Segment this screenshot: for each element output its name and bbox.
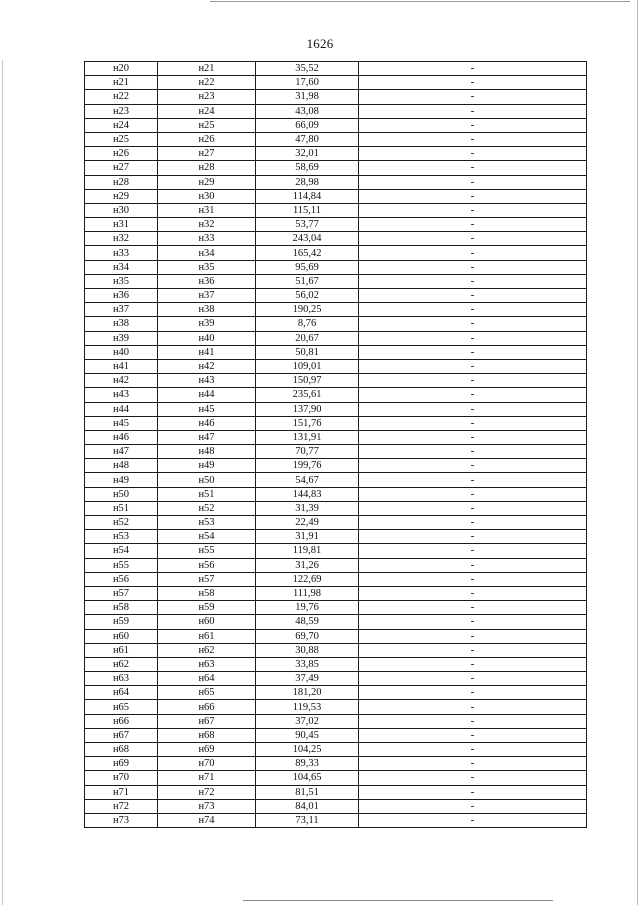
note-cell: - [359, 586, 587, 600]
table-row [85, 416, 587, 430]
table-row [85, 331, 587, 345]
from-point-cell: н56 [85, 572, 158, 586]
to-point-cell: н37 [158, 289, 256, 303]
scan-edge-left [2, 60, 3, 905]
to-point-cell: н49 [158, 459, 256, 473]
boundary-points-table [84, 61, 587, 828]
distance-cell: 43,08 [256, 104, 359, 118]
note-cell: - [359, 374, 587, 388]
to-point-cell: н27 [158, 147, 256, 161]
from-point-cell: н68 [85, 743, 158, 757]
to-point-cell: н23 [158, 90, 256, 104]
to-point-cell: н46 [158, 416, 256, 430]
to-point-cell: н65 [158, 686, 256, 700]
distance-cell: 56,02 [256, 289, 359, 303]
note-cell: - [359, 601, 587, 615]
to-point-cell: н61 [158, 629, 256, 643]
note-cell: - [359, 799, 587, 813]
to-point-cell: н24 [158, 104, 256, 118]
distance-cell: 20,67 [256, 331, 359, 345]
table-row [85, 743, 587, 757]
to-point-cell: н63 [158, 657, 256, 671]
distance-cell: 31,26 [256, 558, 359, 572]
to-point-cell: н74 [158, 813, 256, 827]
distance-cell: 81,51 [256, 785, 359, 799]
table-row [85, 132, 587, 146]
table-row [85, 657, 587, 671]
note-cell: - [359, 90, 587, 104]
table-row [85, 558, 587, 572]
note-cell: - [359, 771, 587, 785]
note-cell: - [359, 274, 587, 288]
distance-cell: 144,83 [256, 487, 359, 501]
to-point-cell: н48 [158, 445, 256, 459]
to-point-cell: н31 [158, 203, 256, 217]
distance-cell: 47,80 [256, 132, 359, 146]
distance-cell: 69,70 [256, 629, 359, 643]
distance-cell: 17,60 [256, 76, 359, 90]
note-cell: - [359, 530, 587, 544]
note-cell: - [359, 714, 587, 728]
distance-cell: 37,02 [256, 714, 359, 728]
from-point-cell: н60 [85, 629, 158, 643]
table-row [85, 629, 587, 643]
from-point-cell: н51 [85, 501, 158, 515]
distance-cell: 32,01 [256, 147, 359, 161]
note-cell: - [359, 189, 587, 203]
to-point-cell: н25 [158, 118, 256, 132]
distance-cell: 111,98 [256, 586, 359, 600]
from-point-cell: н42 [85, 374, 158, 388]
to-point-cell: н28 [158, 161, 256, 175]
to-point-cell: н42 [158, 359, 256, 373]
note-cell: - [359, 629, 587, 643]
table-row [85, 203, 587, 217]
note-cell: - [359, 430, 587, 444]
to-point-cell: н26 [158, 132, 256, 146]
from-point-cell: н30 [85, 203, 158, 217]
distance-cell: 70,77 [256, 445, 359, 459]
to-point-cell: н57 [158, 572, 256, 586]
to-point-cell: н38 [158, 303, 256, 317]
table-row [85, 246, 587, 260]
from-point-cell: н29 [85, 189, 158, 203]
distance-cell: 66,09 [256, 118, 359, 132]
distance-cell: 33,85 [256, 657, 359, 671]
note-cell: - [359, 615, 587, 629]
to-point-cell: н54 [158, 530, 256, 544]
note-cell: - [359, 246, 587, 260]
from-point-cell: н23 [85, 104, 158, 118]
distance-cell: 235,61 [256, 388, 359, 402]
from-point-cell: н73 [85, 813, 158, 827]
note-cell: - [359, 743, 587, 757]
from-point-cell: н52 [85, 516, 158, 530]
to-point-cell: н67 [158, 714, 256, 728]
note-cell: - [359, 345, 587, 359]
note-cell: - [359, 572, 587, 586]
distance-cell: 51,67 [256, 274, 359, 288]
table-row [85, 813, 587, 827]
note-cell: - [359, 76, 587, 90]
table-row [85, 459, 587, 473]
to-point-cell: н30 [158, 189, 256, 203]
to-point-cell: н29 [158, 175, 256, 189]
table-row [85, 374, 587, 388]
distance-cell: 165,42 [256, 246, 359, 260]
table-row [85, 643, 587, 657]
to-point-cell: н55 [158, 544, 256, 558]
note-cell: - [359, 544, 587, 558]
to-point-cell: н73 [158, 799, 256, 813]
from-point-cell: н70 [85, 771, 158, 785]
distance-cell: 54,67 [256, 473, 359, 487]
distance-cell: 35,52 [256, 62, 359, 76]
note-cell: - [359, 757, 587, 771]
from-point-cell: н64 [85, 686, 158, 700]
table-row [85, 161, 587, 175]
note-cell: - [359, 501, 587, 515]
from-point-cell: н62 [85, 657, 158, 671]
to-point-cell: н51 [158, 487, 256, 501]
from-point-cell: н67 [85, 728, 158, 742]
distance-cell: 37,49 [256, 672, 359, 686]
table-row [85, 260, 587, 274]
to-point-cell: н56 [158, 558, 256, 572]
note-cell: - [359, 657, 587, 671]
table-row [85, 601, 587, 615]
note-cell: - [359, 487, 587, 501]
table-row [85, 90, 587, 104]
distance-cell: 48,59 [256, 615, 359, 629]
note-cell: - [359, 147, 587, 161]
to-point-cell: н71 [158, 771, 256, 785]
to-point-cell: н69 [158, 743, 256, 757]
from-point-cell: н50 [85, 487, 158, 501]
from-point-cell: н58 [85, 601, 158, 615]
to-point-cell: н45 [158, 402, 256, 416]
to-point-cell: н32 [158, 218, 256, 232]
note-cell: - [359, 303, 587, 317]
note-cell: - [359, 785, 587, 799]
distance-cell: 119,81 [256, 544, 359, 558]
from-point-cell: н40 [85, 345, 158, 359]
distance-cell: 50,81 [256, 345, 359, 359]
from-point-cell: н61 [85, 643, 158, 657]
distance-cell: 131,91 [256, 430, 359, 444]
table-row [85, 218, 587, 232]
table-row [85, 516, 587, 530]
from-point-cell: н71 [85, 785, 158, 799]
from-point-cell: н26 [85, 147, 158, 161]
note-cell: - [359, 643, 587, 657]
note-cell: - [359, 686, 587, 700]
to-point-cell: н68 [158, 728, 256, 742]
note-cell: - [359, 218, 587, 232]
table-row [85, 572, 587, 586]
note-cell: - [359, 175, 587, 189]
note-cell: - [359, 104, 587, 118]
from-point-cell: н46 [85, 430, 158, 444]
note-cell: - [359, 62, 587, 76]
distance-cell: 104,25 [256, 743, 359, 757]
from-point-cell: н21 [85, 76, 158, 90]
to-point-cell: н44 [158, 388, 256, 402]
to-point-cell: н21 [158, 62, 256, 76]
from-point-cell: н53 [85, 530, 158, 544]
note-cell: - [359, 203, 587, 217]
distance-cell: 190,25 [256, 303, 359, 317]
distance-cell: 90,45 [256, 728, 359, 742]
table-row [85, 76, 587, 90]
to-point-cell: н58 [158, 586, 256, 600]
note-cell: - [359, 331, 587, 345]
distance-cell: 122,69 [256, 572, 359, 586]
scan-edge-right [637, 0, 638, 905]
distance-cell: 181,20 [256, 686, 359, 700]
from-point-cell: н49 [85, 473, 158, 487]
note-cell: - [359, 260, 587, 274]
scan-edge-bottom [243, 900, 553, 901]
note-cell: - [359, 700, 587, 714]
to-point-cell: н53 [158, 516, 256, 530]
note-cell: - [359, 388, 587, 402]
table-row [85, 274, 587, 288]
table-row [85, 345, 587, 359]
table-row [85, 771, 587, 785]
to-point-cell: н70 [158, 757, 256, 771]
table-row [85, 388, 587, 402]
from-point-cell: н36 [85, 289, 158, 303]
from-point-cell: н65 [85, 700, 158, 714]
table-row [85, 118, 587, 132]
table-row [85, 501, 587, 515]
distance-cell: 22,49 [256, 516, 359, 530]
distance-cell: 199,76 [256, 459, 359, 473]
from-point-cell: н41 [85, 359, 158, 373]
from-point-cell: н20 [85, 62, 158, 76]
to-point-cell: н47 [158, 430, 256, 444]
distance-cell: 31,91 [256, 530, 359, 544]
from-point-cell: н48 [85, 459, 158, 473]
to-point-cell: н34 [158, 246, 256, 260]
distance-cell: 150,97 [256, 374, 359, 388]
from-point-cell: н25 [85, 132, 158, 146]
table-row [85, 757, 587, 771]
table-row [85, 473, 587, 487]
table-row [85, 147, 587, 161]
from-point-cell: н72 [85, 799, 158, 813]
distance-cell: 58,69 [256, 161, 359, 175]
note-cell: - [359, 473, 587, 487]
table-row [85, 686, 587, 700]
distance-cell: 137,90 [256, 402, 359, 416]
distance-cell: 28,98 [256, 175, 359, 189]
table-row [85, 62, 587, 76]
from-point-cell: н44 [85, 402, 158, 416]
note-cell: - [359, 459, 587, 473]
from-point-cell: н31 [85, 218, 158, 232]
table-row [85, 728, 587, 742]
note-cell: - [359, 161, 587, 175]
distance-cell: 151,76 [256, 416, 359, 430]
table-row [85, 402, 587, 416]
table-row [85, 175, 587, 189]
table-row [85, 785, 587, 799]
distance-cell: 30,88 [256, 643, 359, 657]
table-row [85, 700, 587, 714]
to-point-cell: н22 [158, 76, 256, 90]
from-point-cell: н39 [85, 331, 158, 345]
from-point-cell: н33 [85, 246, 158, 260]
distance-cell: 104,65 [256, 771, 359, 785]
note-cell: - [359, 728, 587, 742]
table-row [85, 714, 587, 728]
from-point-cell: н28 [85, 175, 158, 189]
distance-cell: 115,11 [256, 203, 359, 217]
table-body [85, 62, 587, 828]
to-point-cell: н66 [158, 700, 256, 714]
to-point-cell: н60 [158, 615, 256, 629]
distance-cell: 89,33 [256, 757, 359, 771]
to-point-cell: н50 [158, 473, 256, 487]
distance-cell: 19,76 [256, 601, 359, 615]
note-cell: - [359, 359, 587, 373]
to-point-cell: н41 [158, 345, 256, 359]
table-row [85, 487, 587, 501]
note-cell: - [359, 672, 587, 686]
to-point-cell: н33 [158, 232, 256, 246]
to-point-cell: н59 [158, 601, 256, 615]
to-point-cell: н43 [158, 374, 256, 388]
from-point-cell: н57 [85, 586, 158, 600]
note-cell: - [359, 402, 587, 416]
note-cell: - [359, 132, 587, 146]
to-point-cell: н40 [158, 331, 256, 345]
from-point-cell: н27 [85, 161, 158, 175]
table-row [85, 530, 587, 544]
from-point-cell: н66 [85, 714, 158, 728]
table-row [85, 799, 587, 813]
table-row [85, 430, 587, 444]
to-point-cell: н39 [158, 317, 256, 331]
note-cell: - [359, 317, 587, 331]
note-cell: - [359, 232, 587, 246]
from-point-cell: н37 [85, 303, 158, 317]
from-point-cell: н24 [85, 118, 158, 132]
from-point-cell: н35 [85, 274, 158, 288]
note-cell: - [359, 289, 587, 303]
distance-cell: 31,98 [256, 90, 359, 104]
note-cell: - [359, 118, 587, 132]
table-row [85, 445, 587, 459]
note-cell: - [359, 516, 587, 530]
from-point-cell: н34 [85, 260, 158, 274]
distance-cell: 31,39 [256, 501, 359, 515]
distance-cell: 109,01 [256, 359, 359, 373]
distance-cell: 114,84 [256, 189, 359, 203]
table-row [85, 317, 587, 331]
table-row [85, 289, 587, 303]
table-row [85, 586, 587, 600]
note-cell: - [359, 813, 587, 827]
distance-cell: 95,69 [256, 260, 359, 274]
from-point-cell: н32 [85, 232, 158, 246]
from-point-cell: н55 [85, 558, 158, 572]
table-row [85, 303, 587, 317]
to-point-cell: н35 [158, 260, 256, 274]
note-cell: - [359, 445, 587, 459]
table-row [85, 104, 587, 118]
from-point-cell: н54 [85, 544, 158, 558]
distance-cell: 73,11 [256, 813, 359, 827]
note-cell: - [359, 558, 587, 572]
distance-cell: 84,01 [256, 799, 359, 813]
distance-cell: 8,76 [256, 317, 359, 331]
from-point-cell: н45 [85, 416, 158, 430]
from-point-cell: н63 [85, 672, 158, 686]
from-point-cell: н47 [85, 445, 158, 459]
from-point-cell: н43 [85, 388, 158, 402]
from-point-cell: н22 [85, 90, 158, 104]
table-row [85, 189, 587, 203]
distance-cell: 53,77 [256, 218, 359, 232]
scan-edge-top [210, 1, 630, 2]
distance-cell: 119,53 [256, 700, 359, 714]
table-row [85, 615, 587, 629]
to-point-cell: н62 [158, 643, 256, 657]
table-row [85, 544, 587, 558]
from-point-cell: н69 [85, 757, 158, 771]
table-row [85, 672, 587, 686]
table-row [85, 359, 587, 373]
to-point-cell: н72 [158, 785, 256, 799]
distance-cell: 243,04 [256, 232, 359, 246]
to-point-cell: н64 [158, 672, 256, 686]
from-point-cell: н38 [85, 317, 158, 331]
to-point-cell: н52 [158, 501, 256, 515]
to-point-cell: н36 [158, 274, 256, 288]
note-cell: - [359, 416, 587, 430]
from-point-cell: н59 [85, 615, 158, 629]
table-row [85, 232, 587, 246]
page-number: 1626 [306, 36, 334, 51]
